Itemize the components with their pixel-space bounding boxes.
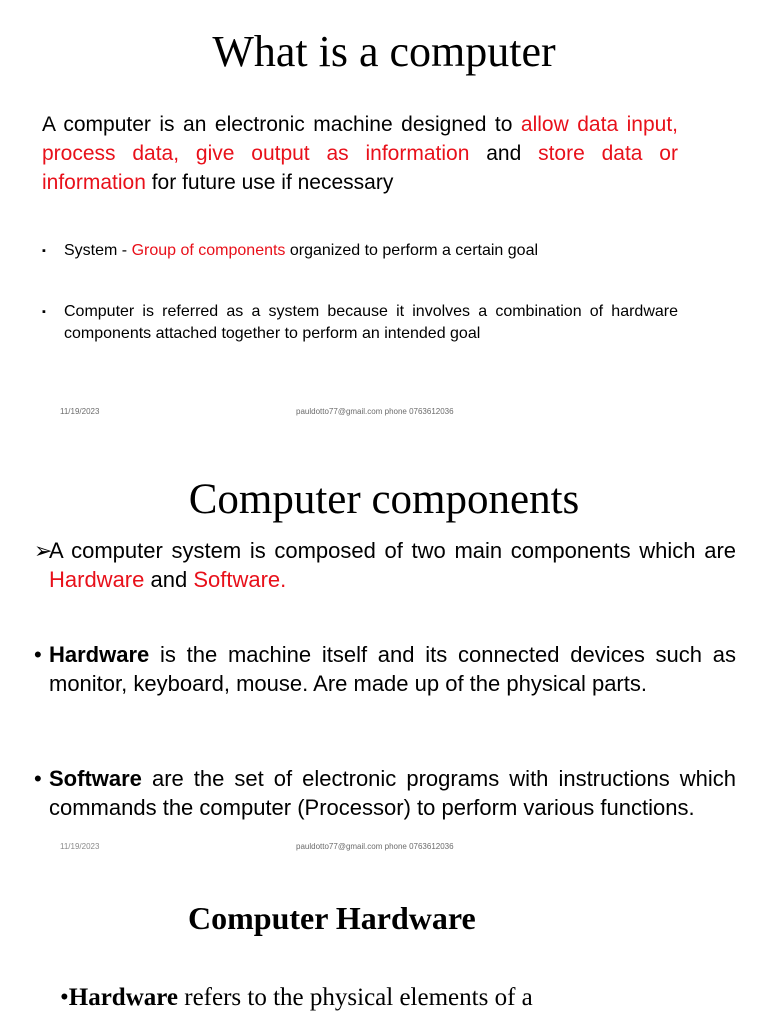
hardware-term: Hardware — [49, 642, 150, 667]
dot-bullet-icon: • — [60, 984, 69, 1011]
slide-title: Computer Hardware — [188, 900, 476, 936]
hardware-term: Hardware — [68, 984, 179, 1011]
bullet-highlight: Group of components — [131, 242, 286, 259]
slide-computer-hardware — [0, 860, 768, 1024]
definition-text: and — [469, 142, 539, 165]
footer-date: 11/19/2023 — [60, 842, 100, 851]
software-text — [49, 764, 736, 822]
intro-paragraph — [34, 536, 736, 594]
hardware-text — [49, 640, 736, 698]
software-description: are the set of electronic programs with instructions which commands the computer (Processor) to perform various functions. — [49, 766, 736, 820]
hardware-description: is the machine itself and its connected devices such as monitor, keyboard, mouse. Are made up of the physical parts. — [49, 642, 736, 696]
dot-bullet-icon: • — [34, 766, 42, 791]
footer-date: 11/19/2023 — [60, 407, 100, 416]
definition-highlight: allow data input, process data, give output as information — [42, 113, 678, 165]
software-term: Software — [49, 766, 142, 791]
intro-text — [49, 536, 736, 594]
hardware-bullet-text: refers to the physical elements of a — [178, 984, 533, 1011]
slide-title: Computer components — [188, 476, 580, 523]
bullet-suffix: organized to perform a certain goal — [285, 242, 539, 259]
definition-text: A computer is an electronic machine designed to — [42, 113, 521, 136]
intro-highlight-software: Software. — [193, 567, 287, 592]
hardware-paragraph — [34, 640, 736, 698]
bullet-text: Computer is referred as a system because it involves a combination of hardware components attached together to perform an intended goal — [64, 303, 678, 342]
bullet-text — [64, 240, 678, 262]
slide-computer-components — [0, 440, 768, 860]
software-paragraph — [34, 764, 736, 822]
definition-highlight: store data or information — [42, 142, 678, 194]
slide-title: What is a computer — [212, 27, 556, 76]
hardware-bullet — [60, 982, 533, 1014]
square-bullet-icon: ▪ — [42, 306, 46, 318]
definition-paragraph — [42, 110, 678, 197]
intro-text-part: and — [144, 567, 194, 592]
definition-text: for future use if necessary — [145, 171, 394, 194]
footer-contact: pauldotto77@gmail.com phone 0763612036 — [296, 842, 454, 851]
slide-what-is-a-computer — [0, 0, 768, 440]
intro-text-part: A computer system is composed of two main components which are — [49, 538, 736, 563]
intro-highlight-hardware: Hardware — [49, 567, 145, 592]
arrow-bullet-icon: ➢ — [34, 538, 53, 563]
bullet-computer-system — [42, 301, 678, 345]
dot-bullet-icon: • — [34, 642, 42, 667]
bullet-system — [42, 240, 678, 262]
square-bullet-icon: ▪ — [42, 245, 46, 257]
footer-contact: pauldotto77@gmail.com phone 0763612036 — [296, 407, 454, 416]
bullet-prefix: System - — [64, 242, 132, 259]
